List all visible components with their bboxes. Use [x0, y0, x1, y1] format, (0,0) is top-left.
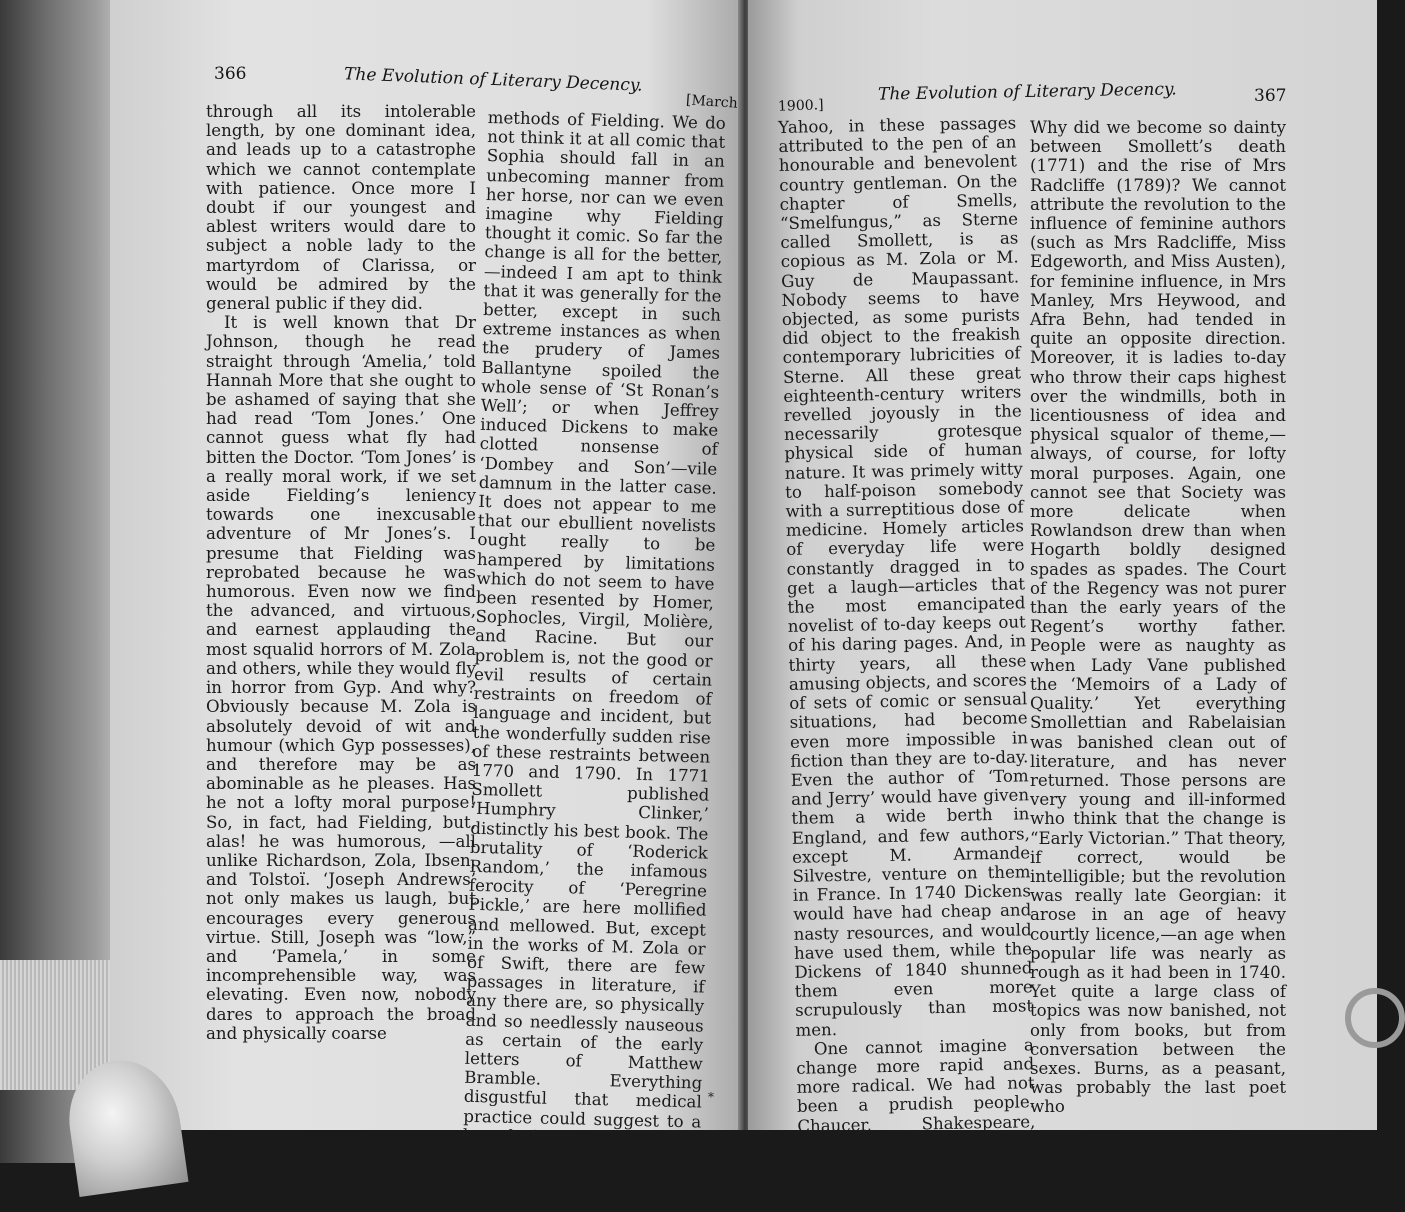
- page-number: 366: [214, 64, 247, 84]
- left-page-column-2: [461, 108, 726, 1208]
- right-page: [748, 0, 1377, 1212]
- running-date: 1900.]: [777, 97, 824, 115]
- paragraph: It is well known that Dr Johnson, though he read straight through ‘Amelia,’ told Hannah More that she ought to be ashamed of saying that she had read ‘Tom Jones.’ One cannot guess what fly had bitten the Doctor. ‘Tom Jones’ is a really moral work, if we set aside Fielding’s leniency towards one inexcusable adventure of Mr Jones’s. I presume that Fielding was reprobated because he was humorous. Even now we find the advanced, and virtuous, and earnest applauding the most squalid horrors of M. Zola and others, while they would fly in horror from Gyp. And why? Obviously because M. Zola is absolutely devoid of wit and humour (which Gyp possesses), and therefore may be as abominable as he pleases. Has he not a lofty moral purpose! So, in fact, had Fielding, but, alas! he was humorous, —all unlike Richardson, Zola, Ibsen, and Tolstoï. ‘Joseph Andrews’ not only makes us laugh, but encourages every generous virtue. Still, Joseph was “low,” and ‘Pamela,’ in some incomprehensible way, was elevating. Even now, nobody dares to approach the broad and physically coarse: [206, 313, 476, 1043]
- left-page-column-1: [206, 102, 476, 1043]
- right-page-column-2: [1030, 118, 1286, 1117]
- page-number: 367: [1254, 86, 1287, 106]
- left-page: [110, 0, 742, 1205]
- running-title: The Evolution of Literary Decency.: [877, 79, 1177, 105]
- paragraph: One cannot imagine a change more rapid and more radical. We had not been a prudish people. Chaucer, Shakespeare, Dryden, Congreve, Smollett, Burns, Sterne, are at the opposite extreme from the prudish.: [796, 1035, 1037, 1212]
- signature-mark: *: [708, 1090, 714, 1104]
- paragraph: methods of Fielding. We do not think it at all comic that Sophia should fall in an unbecoming manner from her horse, nor can we even imagine why Fielding thought it comic. So far the change is all for the better, —indeed I am apt to think that it was generally for the better, except in such extreme instances as when the prudery of James Ballantyne spoiled the whole sense of ‘St Ronan’s Well’; or when Jeffrey induced Dickens to make clotted nonsense of ‘Dombey and Son’—vile damnum in the latter case. It does not appear to me that our ebullient novelists ought really to be hampered by limitations which do not seem to have been resented by Homer, Sophocles, Virgil, Molière, and Racine. But our problem is, not the good or evil results of certain restraints on freedom of language and incident, but the wonderfully sudden rise of these restraints between 1770 and 1790. In 1771 Smollett published ‘Humphry Clinker,’ distinctly his best book. The brutality of ‘Roderick Random,’ the infamous ferocity of ‘Peregrine Pickle,’ are here mollified and mellowed. But, except in the works of M. Zola or of Swift, there are few passages in literature, if any there are, so physically and so needlessly nauseous as certain of the early letters of Matthew Bramble. Everything disgustful that medical practice could suggest to a brutal fancy is here set forth with elaborate care. There is something of the ape, of the: [461, 108, 726, 1205]
- right-page-column-1: [778, 113, 1037, 1212]
- paragraph: Why did we become so dainty between Smollett’s death (1771) and the rise of Mrs Radcliffe (1789)? We cannot attribute the revolution to the influence of feminine authors (such as Mrs Radcliffe, Miss Edgeworth, and Miss Austen), for feminine influence, in Mrs Manley, Mrs Heywood, and Afra Behn, had tended in quite an opposite direction. Moreover, it is ladies to-day who throw their caps highest over the windmills, both in licentiousness of idea and physical squalor of theme,—always, of course, for lofty moral purposes. Again, one cannot see that Society was more delicate when Rowlandson drew than when Hogarth boldly designed spades as spades. The Court of the Regency was not purer than the early years of the Regent’s worthy father. People were as naughty as when Lady Vane published the ‘Memoirs of a Lady of Quality.’ Yet everything Smollettian and Rabelaisian was banished clean out of literature, and has never returned. Those persons are very young and ill-informed who think that the change is “Early Victorian.” That theory, if correct, would be intelligible; but the revolution was really late Georgian: it arose in an age of heavy courtly licence,—an age when popular life was nearly as rough as it had been in 1740. Yet quite a large class of topics was now banished, not only from books, but from conversation between the sexes. Burns, as a peasant, was probably the last poet who: [1030, 118, 1286, 1117]
- paragraph: Yahoo, in these passages attributed to the pen of an honourable and benevolent country gentleman. On the chapter of Smells, “Smelfungus,” as Sterne called Smollett, is as copious as M. Zola or M. Guy de Maupassant. Nobody seems to have objected, as some purists did object to the freakish contemporary lubricities of Sterne. All these great eighteenth-century writers revelled joyously in the necessarily grotesque physical side of human nature. It was primely witty to half-poison somebody with a surreptitious dose of medicine. Homely articles of everyday life were constantly dragged in to get a laugh—articles that the most emancipated novelist of to-day keeps out of his daring pages. And, in thirty years, all these amusing objects, and scores of sets of comic or sensual situations, had become even more impossible in fiction than they are to-day. Even the author of ‘Tom and Jerry’ would have given them a wide berth in England, and few authors, except M. Armande Silvestre, venture on them in France. In 1740 Dickens would have had cheap and nasty resources, and would have used them, while the Dickens of 1840 shunned them even more scrupulously than most men.: [778, 113, 1034, 1040]
- running-date: [March: [685, 92, 739, 112]
- paragraph: through all its intolerable length, by one dominant idea, and leads up to a catastrophe which we cannot contemplate with patience. Once more I doubt if our youngest and ablest writers would dare to subject a noble lady to the martyrdom of Clarissa, or would be admired by the general public if they did.: [206, 102, 476, 314]
- right-page-header: [748, 58, 1377, 118]
- running-title: The Evolution of Literary Decency.: [343, 64, 643, 96]
- ring-clip: [1345, 988, 1405, 1048]
